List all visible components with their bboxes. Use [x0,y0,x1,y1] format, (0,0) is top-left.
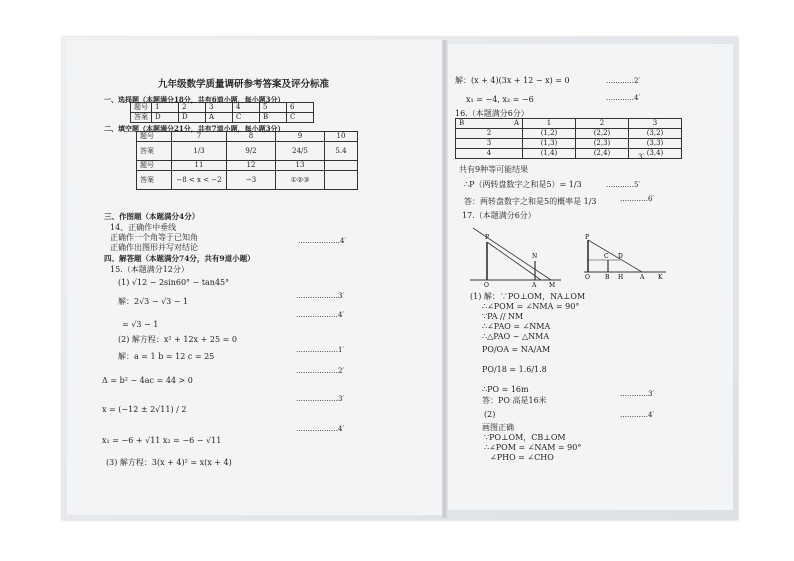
cell: 12 [227,161,276,171]
cell: C [233,113,260,123]
row-label: 题号 [131,103,152,113]
score-mark: …………4′ [606,94,641,102]
q17-step: 答：PO 高是16米 [482,396,547,405]
score-mark: …………5′ [606,181,641,189]
r-step: ∴P（两转盘数字之和是5）= 1/3 [464,180,582,189]
ray-line [487,242,541,280]
q15-step: Δ = b² − 4ac = 44 > 0 [102,376,193,385]
question-16: 16.（本题满分6分） [455,109,529,118]
cell: C [287,113,314,123]
cell: (1,3) [523,139,576,149]
q16-table [455,118,682,159]
cell: (1,4) [523,149,576,159]
score-mark: ………………1′ [296,346,345,354]
cell: (2,3) [576,139,629,149]
cell: D [179,113,206,123]
score-mark: ………………2′ [296,367,345,375]
cell: 11 [172,161,227,171]
q15-step: x₁ = −6 + √11 x₂ = −6 − √11 [102,436,222,445]
row-label: 题号 [137,161,172,171]
section1-answer-table [130,102,314,123]
question-15: 15.（本题满分12分） [110,265,189,274]
cell: (3,3) [629,139,682,149]
row-label: 答案 [137,142,172,161]
cell: −3 [227,171,276,190]
section3-line: 正确作出图形并写对结论 [110,243,198,252]
fig2-label-k: K [658,274,663,281]
fig1-label-p: P [485,234,490,241]
fig2-label-h: H [618,274,624,281]
cell: 9/2 [227,142,276,161]
cell: 6 [287,103,314,113]
score-mark: ………………4′ [296,311,345,319]
section3-line: 正确作一个角等于已知角 [110,233,198,242]
cell: 8 [227,132,276,142]
fig2-label-o: O [585,274,590,281]
cell: 1 [523,119,576,129]
score-mark: ………………3′ [296,395,345,403]
q16-table-b: B [459,119,465,127]
cell: 3 [629,119,682,129]
section4-heading: 四、解答题（本题满分74分，共有9道小题） [104,254,255,263]
cell: (3,4) [629,149,682,159]
q17-step: (1) 解：∵PO⊥OM，NA⊥OM [470,292,586,301]
r-step: x₁ = −4, x₂ = −6 [466,95,534,104]
cell: A [206,113,233,123]
fig1-label-a: A [532,282,537,289]
cell: (2,2) [576,129,629,139]
q15-step: x = (−12 ± 2√11) / 2 [102,405,187,414]
cell: 3 [206,103,233,113]
section1-heading: 一、选择题（本题满分18分，共有6道小题，每小题3分） [104,95,285,104]
ray-line [588,240,642,272]
q15-part1: (1) √12 − 2sin60° − tan45° [118,278,230,287]
q17-step: ∠PHO = ∠CHO [490,453,554,462]
q17-step: PO/18 = 1.6/1.8 [482,365,547,374]
q17-step: ∵PA // NM [482,312,524,321]
fig2-label-a: A [640,274,645,281]
cell: ①②③ [276,171,325,190]
cell: 1/3 [172,142,227,161]
section3-heading: 三、作图题（本题满分4分） [104,212,200,221]
q15-part3: (3) 解方程：3(x + 4)² = x(x + 4) [106,458,232,467]
cell: 1 [152,103,179,113]
cell: 7 [172,132,227,142]
cell: −8 < x < −2 [172,171,227,190]
cell [325,161,358,171]
cell: 2 [576,119,629,129]
row-label: 答案 [137,171,172,190]
score-mark: …………6′ [620,195,655,203]
q17-step: ∴∠PAO = ∠NMA [482,322,551,331]
q15-step: 解：2√3 − √3 − 1 [118,297,189,306]
score-mark: …………3′ [610,153,645,161]
fig1-label-n: N [532,253,538,260]
cell [325,171,358,190]
cell: (2,4) [576,149,629,159]
cell: 9 [276,132,325,142]
q15-step: = √3 − 1 [122,320,159,329]
q17-step: 画图正确 [482,423,514,432]
q17-step: PO/OA = NA/AM [482,345,551,354]
q15-step: 解：a = 1 b = 12 c = 25 [118,352,215,361]
cell: 3 [456,139,523,149]
fig2-label-d: D [618,253,623,260]
fig2-label-b: B [605,274,610,281]
cell: 24/5 [276,142,325,161]
cell: 5.4 [325,142,358,161]
score-mark: ………………3′ [296,292,345,300]
score-mark: ………………4′ [296,425,345,433]
question-17: 17.（本题满分6分） [462,211,536,220]
cell: 4 [456,149,523,159]
r-step: 共有9种等可能结果 [459,165,529,174]
q15-part2: (2) 解方程：x² + 12x + 25 = 0 [118,335,237,344]
score-mark: ………………4′ [298,237,347,245]
score-mark: …………2′ [606,77,641,85]
q17-step: ∴PO = 16m [482,385,529,394]
row-label: 答案 [131,113,152,123]
q17-step: ∴∠POM = ∠NMA = 90° [482,302,580,311]
score-mark: …………3′ [620,390,655,398]
q17-part2: (2) [484,410,496,419]
cell: 2 [179,103,206,113]
score-mark: …………4′ [620,411,655,419]
q17-step: ∵PO⊥OM，CB⊥OM [484,433,566,442]
cell: B [260,113,287,123]
row-label: 题号 [137,132,172,142]
page-fold [442,40,448,518]
cell: 13 [276,161,325,171]
section2-heading: 二、填空题（本题满分21分，共有7道小题，每小题3分） [104,124,285,133]
r-step: 解：(x + 4)(3x + 12 − x) = 0 [455,76,570,85]
fig2-label-p: P [585,234,590,241]
cell: D [152,113,179,123]
cell: (3,2) [629,129,682,139]
cell: 2 [456,129,523,139]
q17-figure-1 [465,224,565,289]
fig2-label-c: C [604,253,609,260]
fig1-label-m: M [549,282,556,289]
cell: 5 [260,103,287,113]
cell: 4 [233,103,260,113]
q17-step: ∴△PAO ∽ △NMA [482,332,550,341]
section2-answer-table [136,131,358,190]
cell: 10 [325,132,358,142]
q16-table-a: A [513,119,519,127]
document-title: 九年级数学质量调研参考答案及评分标准 [158,79,330,90]
r-step: 答：两转盘数字之和是5的概率是 1/3 [464,197,597,206]
section3-line: 14、正确作中垂线 [110,223,177,232]
cell: (1,2) [523,129,576,139]
fig1-label-o: O [484,282,489,289]
q17-figure-2 [580,236,670,280]
q17-step: ∴∠POM = ∠NAM = 90° [484,443,582,452]
